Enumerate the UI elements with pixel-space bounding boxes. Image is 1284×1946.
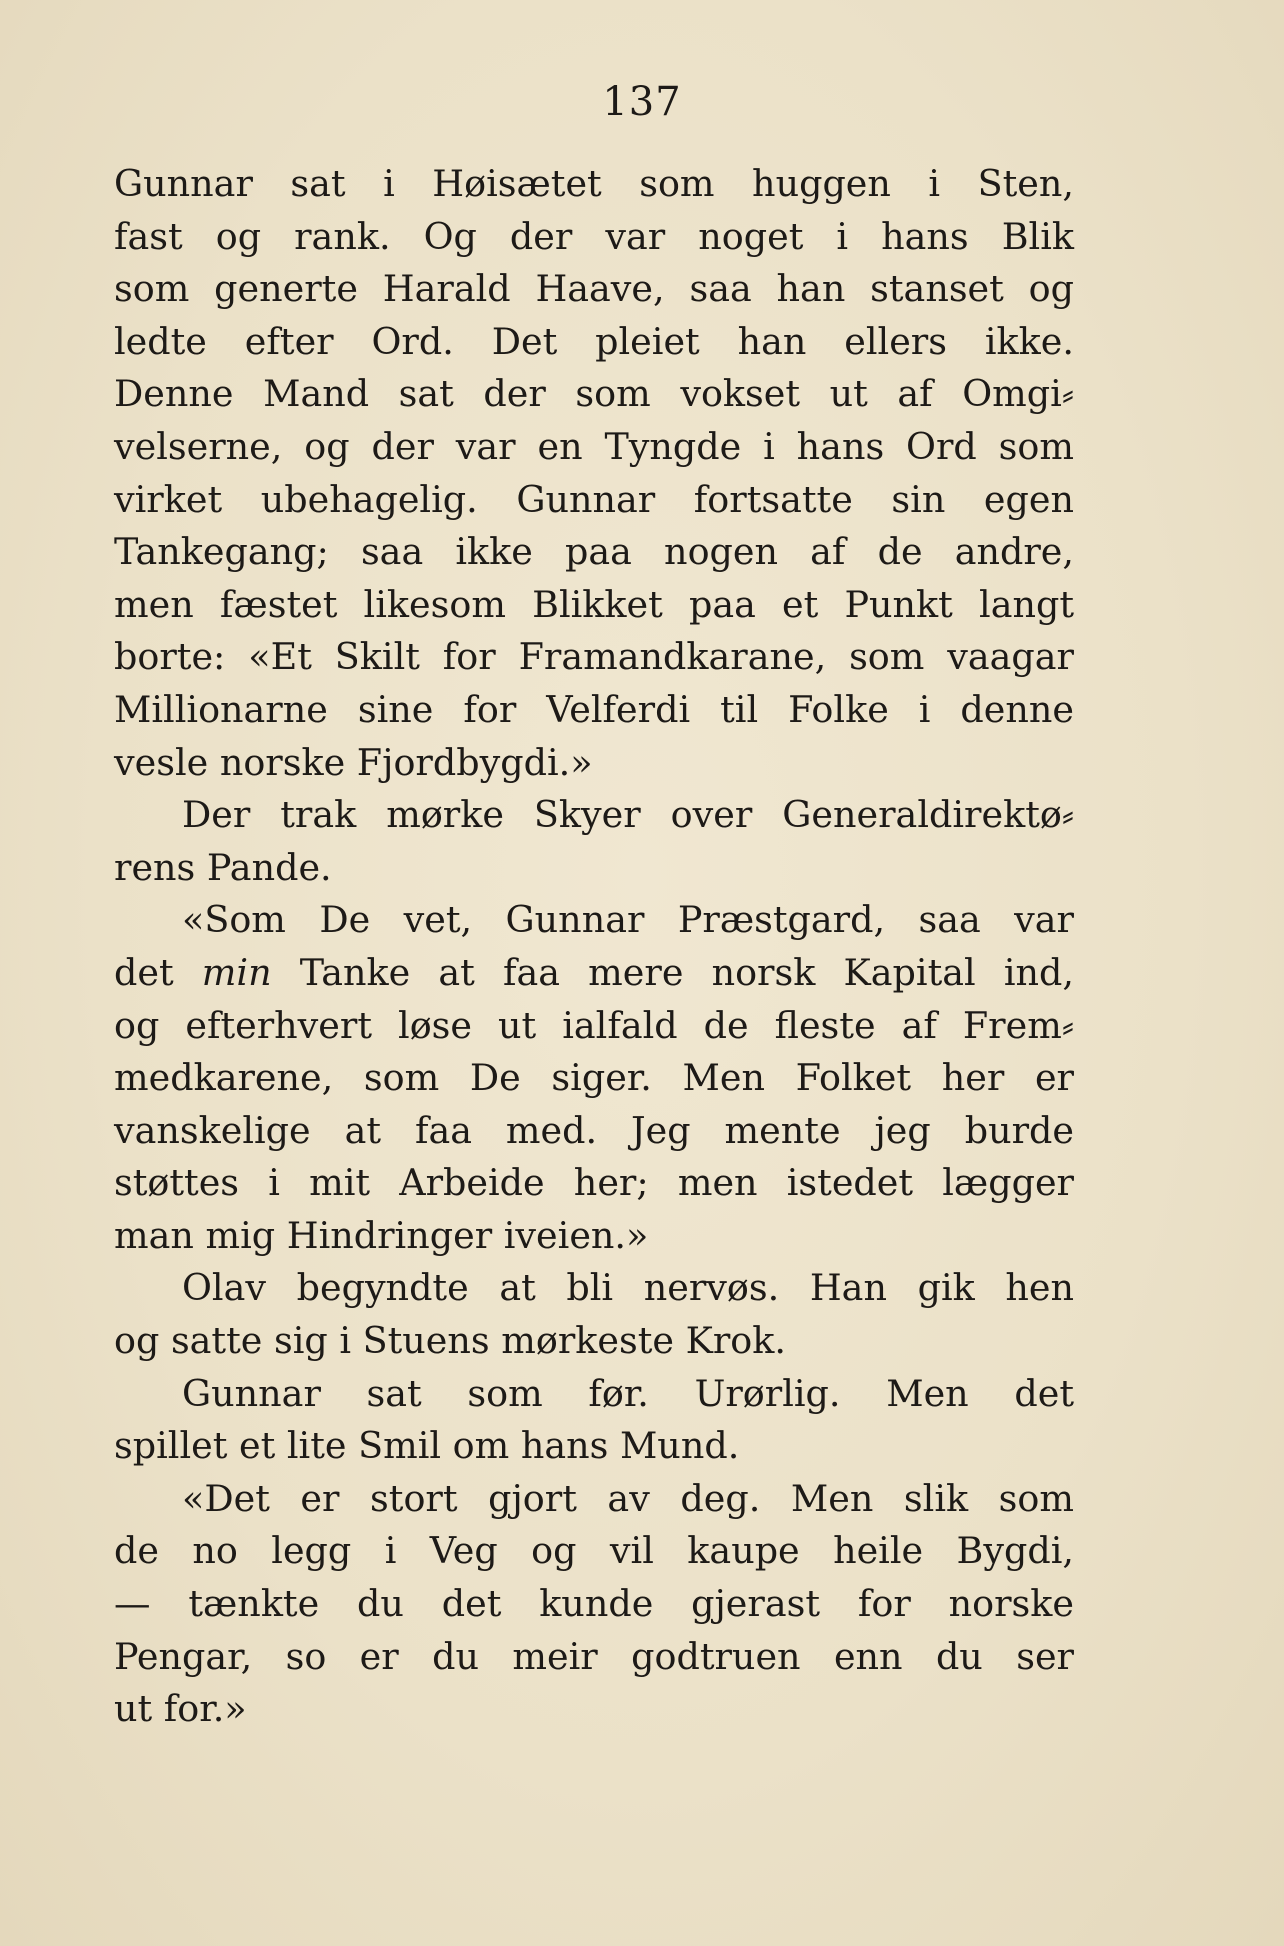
text-line: og satte sig i Stuens mørkeste Krok.	[114, 1319, 787, 1363]
text-line: Denne Mand sat der som vokset ut af Omgi⸗	[114, 372, 1074, 416]
paragraph	[114, 1368, 1074, 1473]
text-line: man mig Hindringer iveien.»	[114, 1213, 649, 1257]
body-text	[114, 158, 1074, 1736]
text-line: medkarene, som De siger. Men Folket her er	[114, 1056, 1074, 1100]
text-line: vesle norske Fjordbygdi.»	[114, 740, 593, 784]
text-line: «Som De vet, Gunnar Præstgard, saa var	[182, 898, 1074, 942]
text-line: spillet et lite Smil om hans Mund.	[114, 1424, 740, 1468]
text-line: «Det er stort gjort av deg. Men slik som	[182, 1476, 1074, 1520]
text-line: — tænkte du det kunde gjerast for norske	[114, 1582, 1074, 1626]
page-number: 137	[602, 79, 682, 125]
text-line: og efterhvert løse ut ialfald de fleste af Frem⸗	[114, 1003, 1074, 1047]
text-line: fast og rank. Og der var noget i hans Blik	[114, 214, 1074, 258]
text-line: Tankegang; saa ikke paa nogen af de andre,	[114, 530, 1074, 574]
text-line: Gunnar sat som før. Urørlig. Men det	[182, 1371, 1074, 1415]
text-line: Pengar, so er du meir godtruen enn du ser	[114, 1634, 1074, 1678]
paragraph	[114, 1473, 1074, 1736]
text-line: borte: «Et Skilt for Framandkarane, som vaagar	[114, 635, 1074, 679]
paragraph	[114, 1262, 1074, 1367]
text-line: Gunnar sat i Høisætet som huggen i Sten,	[114, 162, 1074, 205]
text-line: støttes i mit Arbeide her; men istedet lægger	[114, 1161, 1074, 1205]
paragraph	[114, 158, 1074, 789]
text-line: som generte Harald Haave, saa han stanset og	[114, 267, 1074, 311]
text-line: men fæstet likesom Blikket paa et Punkt langt	[114, 582, 1074, 626]
text-line: ut for.»	[114, 1687, 247, 1731]
text-line: Olav begyndte at bli nervøs. Han gik hen	[182, 1266, 1074, 1310]
text-line: virket ubehagelig. Gunnar fortsatte sin egen	[114, 477, 1074, 521]
text-line: de no legg i Veg og vil kaupe heile Bygdi,	[114, 1529, 1074, 1573]
text-line: vanskelige at faa med. Jeg mente jeg burde	[114, 1108, 1074, 1152]
text-line: ledte efter Ord. Det pleiet han ellers ikke.	[114, 319, 1074, 363]
paragraph	[114, 789, 1074, 894]
text-line: Millionarne sine for Velferdi til Folke i denne	[114, 687, 1074, 731]
text-line: Der trak mørke Skyer over Generaldirektø⸗	[182, 793, 1074, 837]
text-line: rens Pande.	[114, 845, 332, 889]
text-line: velserne, og der var en Tyngde i hans Ord som	[114, 424, 1074, 468]
paragraph	[114, 894, 1074, 1262]
text-line: det min Tanke at faa mere norsk Kapital ind,	[114, 950, 1074, 994]
emphasis: min	[201, 950, 272, 994]
